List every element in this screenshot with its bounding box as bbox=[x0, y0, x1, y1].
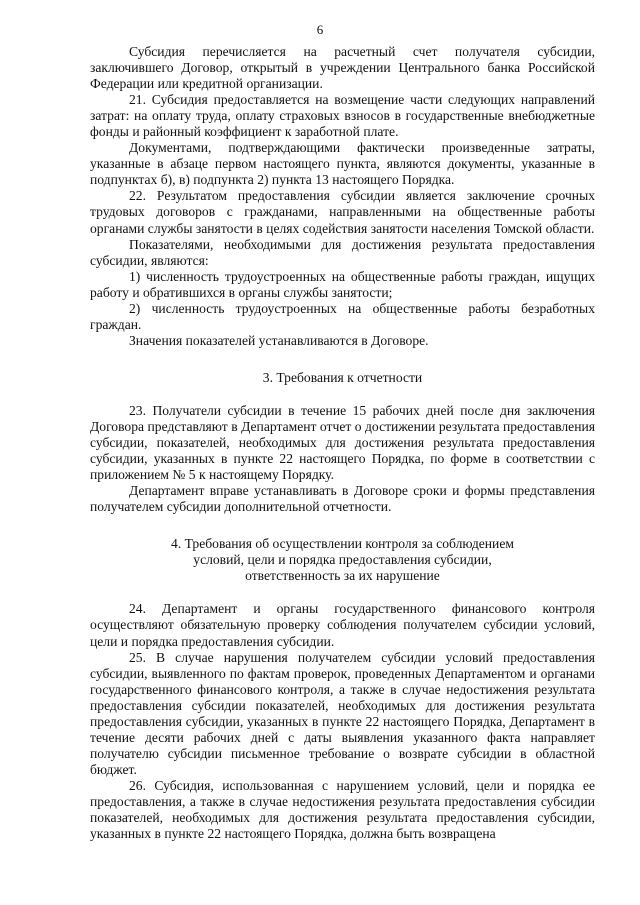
paragraph-22-values: Значения показателей устанавливаются в Договоре. bbox=[129, 332, 429, 348]
spacer bbox=[90, 515, 595, 536]
paragraph-24: 24. Департамент и органы государственного финансового контроля осуществляют обязательную проверку соблюдения получателем субсидии условий, цели и порядка предоставления субсидии. bbox=[90, 601, 595, 649]
paragraph-23: 23. Получатели субсидии в течение 15 рабочих дней после дня заключения Договора представляют в Департамент отчет о достижении результата предоставления субсидии, показателей, необходимых для достижения результата предоставления субсидии, указанных в пункте 22 настоящего Порядка, по форме в соответствии с приложением № 5 к настоящему Порядку. bbox=[90, 402, 595, 483]
page-number: 6 bbox=[316, 22, 324, 37]
paragraph-22-item-1: 1) численность трудоустроенных на общественные работы граждан, ищущих работу и обратившихся в органы службы занятости; bbox=[90, 268, 595, 300]
section-heading-3: 3. Требования к отчетности bbox=[262, 369, 423, 385]
section-heading-4 bbox=[90, 536, 595, 584]
section-heading-4-line-1: 4. Требования об осуществлении контроля за соблюдением bbox=[171, 536, 514, 552]
paragraph-21: 21. Субсидия предоставляется на возмещение части следующих направлений затрат: на оплату труда, оплату страховых взносов в государственные внебюджетные фонды и районный коэффициент к заработной плате. bbox=[90, 92, 595, 140]
spacer bbox=[90, 386, 595, 403]
section-heading-4-line-2: условий, цели и порядка предоставления субсидии, bbox=[193, 552, 492, 568]
document-body bbox=[90, 44, 595, 842]
paragraph-25: 25. В случае нарушения получателем субсидии условий предоставления субсидии, выявленного по фактам проверок, проведенных Департаментом и органами государственного финансового контроля, а также в случае недостижения результата предоставления субсидии показателей, необходимых для достижения результата предоставления субсидии, указанных в пункте 22 настоящего Порядка, Департамент в течение десяти рабочих дней с даты выявления указанного факта направляет получателю субсидии письменное требование о возврате субсидии в областной бюджет. bbox=[90, 649, 595, 777]
paragraph-22-indicators: Показателями, необходимыми для достижения результата предоставления субсидии, являются: bbox=[90, 236, 595, 268]
section-heading-4-line-3: ответственность за их нарушение bbox=[245, 568, 440, 584]
paragraph-23-additional: Департамент вправе устанавливать в Договоре сроки и формы представления получателем субсидии дополнительной отчетности. bbox=[90, 483, 595, 515]
paragraph-22-item-2: 2) численность трудоустроенных на общественные работы безработных граждан. bbox=[90, 300, 595, 332]
spacer bbox=[90, 584, 595, 601]
paragraph-26: 26. Субсидия, использованная с нарушением условий, цели и порядка ее предоставления, а также в случае недостижения результата предоставления субсидии показателей, необходимых для достижения результата предоставления субсидии, указанных в пункте 22 настоящего Порядка, должна быть возвращена bbox=[90, 777, 595, 842]
paragraph-21-documents: Документами, подтверждающими фактически произведенные затраты, указанные в абзаце первом настоящего пункта, являются документы, указанные в подпунктах б), в) подпункта 2) пункта 13 настоящего Порядка. bbox=[90, 140, 595, 188]
paragraph-22: 22. Результатом предоставления субсидии является заключение срочных трудовых договоров с гражданами, направленными на общественные работы органами службы занятости в целях содействия занятости населения Томской области. bbox=[90, 188, 595, 236]
spacer bbox=[90, 349, 595, 370]
paragraph-subsidy-transfer: Субсидия перечисляется на расчетный счет получателя субсидии, заключившего Договор, открытый в учреждении Центрального банка Российской Федерации или кредитной организации. bbox=[90, 44, 595, 92]
